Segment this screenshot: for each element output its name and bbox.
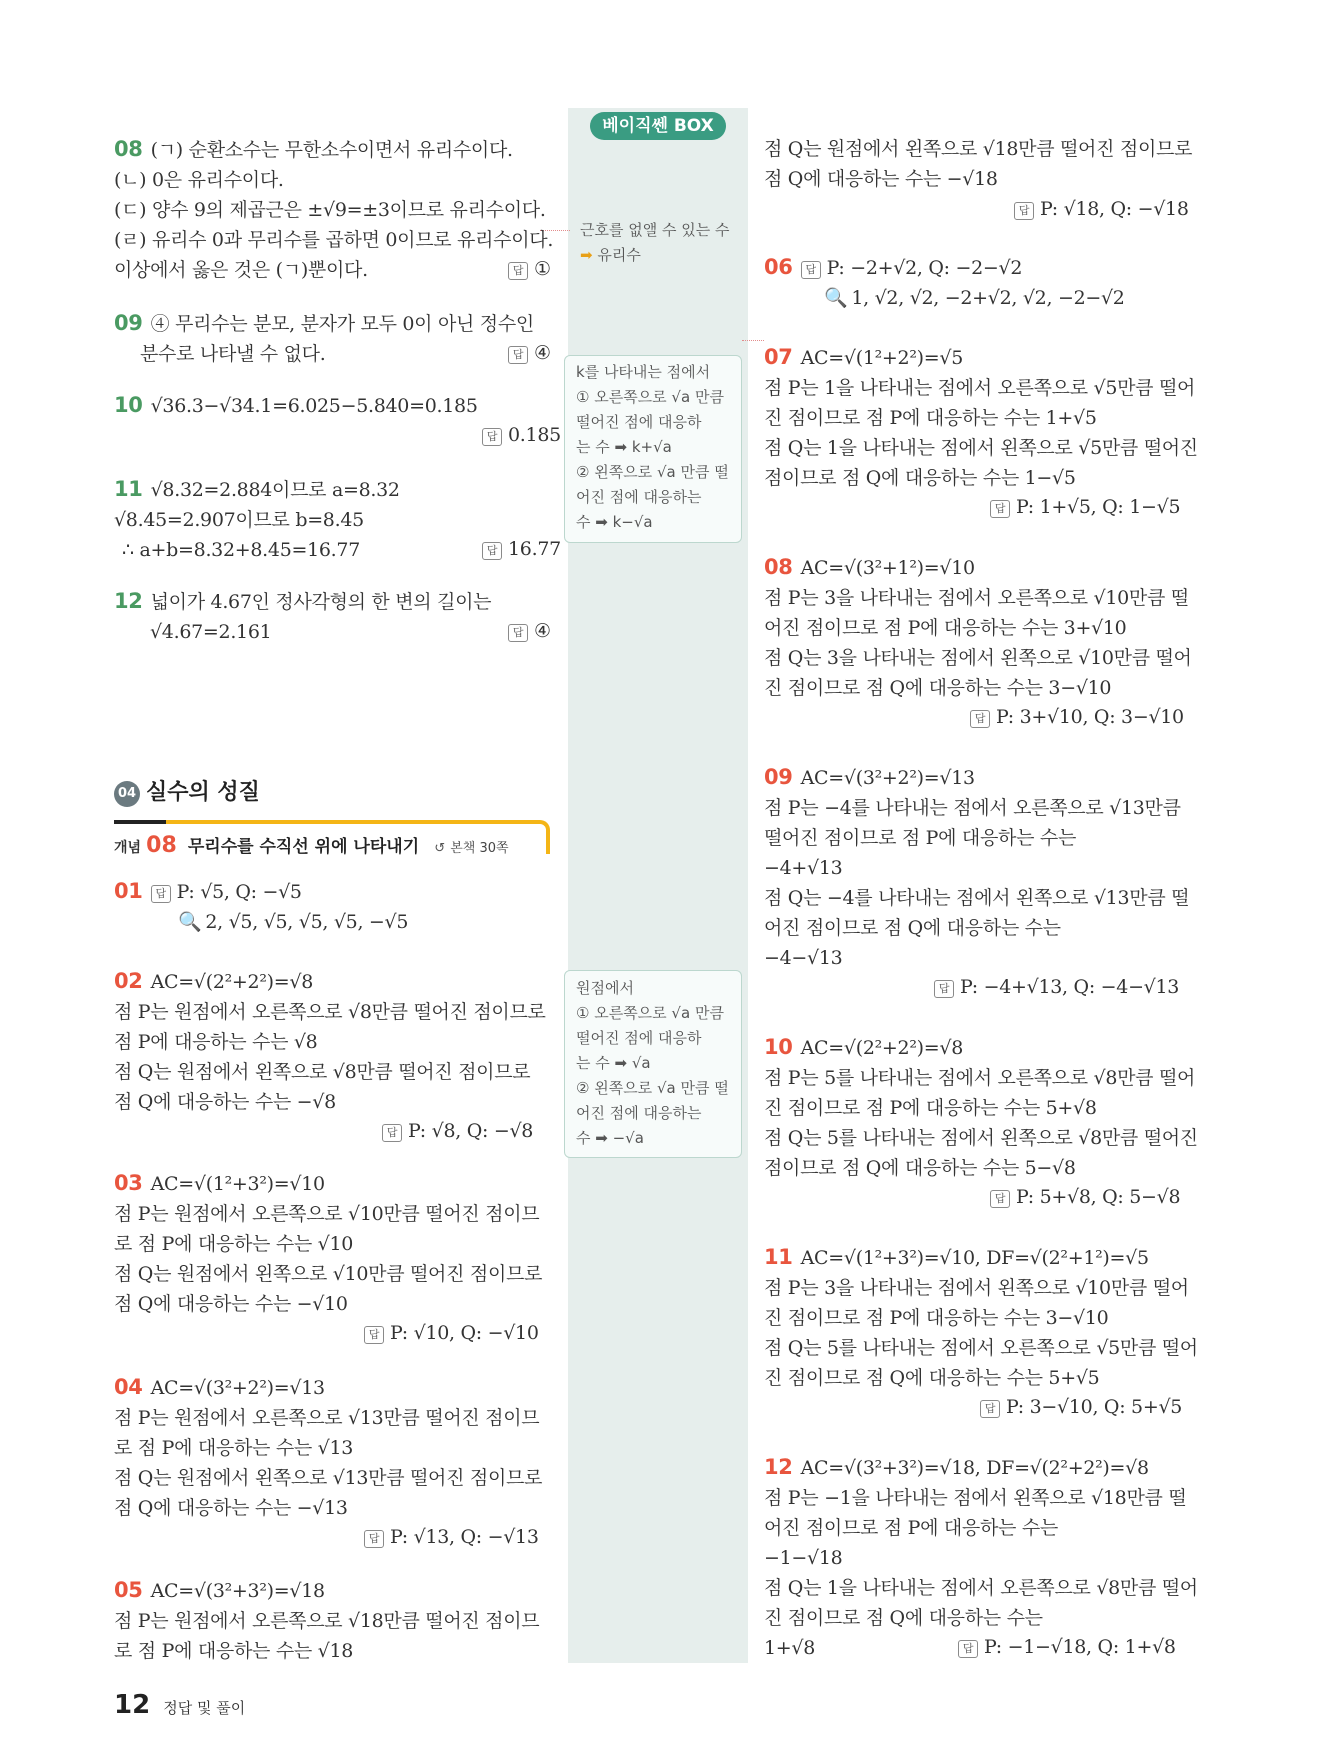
hint-values: 2, √5, √5, √5, √5, −√5 bbox=[205, 911, 409, 933]
tip-line: ① 오른쪽으로 √a 만큼 bbox=[576, 1004, 724, 1022]
q12-block bbox=[114, 586, 491, 647]
p-line: 진 점이므로 점 Q에 대응하는 수는 3−√10 bbox=[764, 677, 1112, 699]
answer-mark-icon: 답 bbox=[508, 262, 528, 280]
p-line: 어진 점이므로 점 P에 대응하는 수는 bbox=[764, 1517, 1058, 1539]
p-line: 점 Q에 대응하는 수는 −√18 bbox=[764, 168, 998, 190]
p-line: AC=√(2²+2²)=√8 bbox=[800, 1037, 963, 1059]
answer-mark-icon: 답 bbox=[990, 1190, 1010, 1208]
connector-line bbox=[742, 340, 764, 341]
q09-block bbox=[114, 308, 534, 369]
p-line: 어진 점이므로 점 P에 대응하는 수는 3+√10 bbox=[764, 617, 1127, 639]
p-line: 점 Q에 대응하는 수는 −√8 bbox=[114, 1091, 336, 1113]
p-number: 06 bbox=[764, 255, 793, 279]
p-line: 점 P는 −4를 나타내는 점에서 오른쪽으로 √13만큼 bbox=[764, 797, 1181, 819]
answer-mark-icon: 답 bbox=[990, 500, 1010, 518]
tip-line: 원점에서 bbox=[576, 979, 634, 997]
section-badge: 04 bbox=[114, 781, 140, 807]
answer-mark-icon: 답 bbox=[508, 346, 528, 364]
p05-continued bbox=[764, 134, 1192, 194]
p-line: 점 P는 −1을 나타내는 점에서 왼쪽으로 √18만큼 떨 bbox=[764, 1487, 1187, 1509]
tip-k-text bbox=[576, 360, 736, 535]
p-number: 10 bbox=[764, 1035, 793, 1059]
basic-box-label: 베이직쎈 BOX bbox=[590, 112, 726, 140]
p-line: 점 P는 3을 나타내는 점에서 왼쪽으로 √10만큼 떨어 bbox=[764, 1277, 1189, 1299]
p-line: 진 점이므로 점 P에 대응하는 수는 1+√5 bbox=[764, 407, 1097, 429]
p-line: AC=√(3²+2²)=√13 bbox=[800, 767, 975, 789]
magnifier-icon: 🔍 bbox=[824, 287, 848, 309]
answer-value: P: −1−√18, Q: 1+√8 bbox=[984, 1636, 1176, 1658]
p-number: 04 bbox=[114, 1375, 143, 1399]
answer-mark-icon: 답 bbox=[1014, 202, 1034, 220]
q-line: √8.32=2.884이므로 a=8.32 bbox=[150, 479, 400, 501]
q10-answer bbox=[482, 420, 561, 450]
p-line: AC=√(3²+3²)=√18 bbox=[150, 1580, 325, 1602]
answer-value: ① bbox=[534, 258, 551, 280]
answer-mark-icon: 답 bbox=[364, 1326, 384, 1344]
answer-value: 0.185 bbox=[508, 424, 561, 446]
q-line: (ㄷ) 양수 9의 제곱근은 ±√9=±3이므로 유리수이다. bbox=[114, 199, 546, 221]
q-line: (ㄴ) 0은 유리수이다. bbox=[114, 169, 284, 191]
answer-value: ④ bbox=[534, 342, 551, 364]
p10-block bbox=[764, 1032, 1198, 1183]
answer-mark-icon: 답 bbox=[508, 624, 528, 642]
tip-text: 유리수 bbox=[597, 246, 641, 264]
answer-mark-icon: 답 bbox=[382, 1124, 402, 1142]
q-line: ④ 무리수는 분모, 분자가 모두 0이 아닌 정수인 bbox=[150, 313, 534, 335]
concept-title: 무리수를 수직선 위에 나타내기 bbox=[187, 837, 420, 857]
p-number: 08 bbox=[764, 555, 793, 579]
answer-value: P: √10, Q: −√10 bbox=[390, 1322, 539, 1344]
p-line: 로 점 P에 대응하는 수는 √18 bbox=[114, 1640, 354, 1662]
page-number: 12 bbox=[114, 1690, 151, 1720]
tip-origin-text bbox=[576, 976, 736, 1151]
p-line: AC=√(3²+1²)=√10 bbox=[800, 557, 975, 579]
q10-block bbox=[114, 390, 478, 421]
book-ref-icon: ↺ bbox=[434, 841, 446, 856]
tip-line: ② 왼쪽으로 √a 만큼 떨 bbox=[576, 463, 729, 481]
q-line: 분수로 나타낼 수 없다. bbox=[140, 343, 326, 365]
tip-line: 수 ➡ −√a bbox=[576, 1129, 644, 1147]
p-line: AC=√(3²+2²)=√13 bbox=[150, 1377, 325, 1399]
q-number: 11 bbox=[114, 477, 143, 501]
tip-line: 어진 점에 대응하는 bbox=[576, 1104, 702, 1122]
p-line: 점 Q는 −4를 나타내는 점에서 왼쪽으로 √13만큼 떨 bbox=[764, 887, 1190, 909]
p05-block bbox=[114, 1575, 539, 1666]
answer-value: P: 5+√8, Q: 5−√8 bbox=[1016, 1186, 1181, 1208]
p-number: 05 bbox=[114, 1578, 143, 1602]
p04-answer bbox=[364, 1522, 539, 1552]
answer-mark-icon: 답 bbox=[482, 542, 502, 560]
q-number: 12 bbox=[114, 589, 143, 613]
q11-block bbox=[114, 474, 400, 565]
p-line: 떨어진 점이므로 점 P에 대응하는 수는 bbox=[764, 827, 1076, 849]
p-line: 점 Q는 3을 나타내는 점에서 왼쪽으로 √10만큼 떨어 bbox=[764, 647, 1192, 669]
arrow-icon: ➡ bbox=[580, 246, 598, 264]
answer-mark-icon: 답 bbox=[364, 1530, 384, 1548]
p-line: 점 P는 원점에서 오른쪽으로 √13만큼 떨어진 점이므 bbox=[114, 1407, 540, 1429]
q12-answer bbox=[508, 616, 551, 646]
p-line: 어진 점이므로 점 Q에 대응하는 수는 bbox=[764, 917, 1061, 939]
concept-prefix: 개념 bbox=[114, 840, 142, 856]
q09-answer bbox=[508, 338, 551, 368]
p-number: 01 bbox=[114, 879, 143, 903]
concept-ref: 본책 30쪽 bbox=[450, 841, 509, 856]
p-number: 07 bbox=[764, 345, 793, 369]
p07-answer bbox=[990, 492, 1180, 522]
p05-answer bbox=[1014, 194, 1189, 224]
p-number: 12 bbox=[764, 1455, 793, 1479]
p07-block bbox=[764, 342, 1198, 493]
answer-mark-icon: 답 bbox=[980, 1400, 1000, 1418]
p-line: 점 P는 5를 나타내는 점에서 오른쪽으로 √8만큼 떨어 bbox=[764, 1067, 1196, 1089]
p03-block bbox=[114, 1168, 542, 1319]
answer-mark-icon: 답 bbox=[151, 885, 171, 903]
answer-value: P: 3+√10, Q: 3−√10 bbox=[996, 706, 1184, 728]
p-line: 점 Q는 원점에서 왼쪽으로 √10만큼 떨어진 점이므로 bbox=[114, 1263, 543, 1285]
q-line: (ㄱ) 순환소수는 무한소수이면서 유리수이다. bbox=[150, 139, 513, 161]
p-line: 점 P에 대응하는 수는 √8 bbox=[114, 1031, 318, 1053]
answer-value: P: 1+√5, Q: 1−√5 bbox=[1016, 496, 1181, 518]
p11-answer bbox=[980, 1392, 1182, 1422]
p04-block bbox=[114, 1372, 542, 1523]
p08-answer bbox=[970, 702, 1184, 732]
q-line: ∴ a+b=8.32+8.45=16.77 bbox=[122, 539, 361, 561]
section-title-text: 실수의 성질 bbox=[146, 780, 260, 805]
p-line: 진 점이므로 점 Q에 대응하는 수는 5+√5 bbox=[764, 1367, 1100, 1389]
p06-block bbox=[764, 252, 1125, 313]
p11-block bbox=[764, 1242, 1198, 1393]
q-line: (ㄹ) 유리수 0과 무리수를 곱하면 0이므로 유리수이다. bbox=[114, 229, 554, 251]
section-title bbox=[114, 775, 260, 807]
p09-answer bbox=[934, 972, 1179, 1002]
answer-value: P: −2+√2, Q: −2−√2 bbox=[826, 257, 1023, 279]
p-line: 점 Q는 5를 나타내는 점에서 왼쪽으로 √8만큼 떨어진 bbox=[764, 1127, 1198, 1149]
tip-rational bbox=[580, 218, 745, 268]
p-line: 점 P는 3을 나타내는 점에서 오른쪽으로 √10만큼 떨 bbox=[764, 587, 1189, 609]
p09-block bbox=[764, 762, 1189, 973]
p-line: −4+√13 bbox=[764, 857, 843, 879]
p-number: 11 bbox=[764, 1245, 793, 1269]
p-line: −1−√18 bbox=[764, 1547, 843, 1569]
p-line: 점이므로 점 Q에 대응하는 수는 5−√8 bbox=[764, 1157, 1076, 1179]
p-number: 03 bbox=[114, 1171, 143, 1195]
p-number: 09 bbox=[764, 765, 793, 789]
tip-line: k를 나타내는 점에서 bbox=[576, 363, 711, 381]
answer-value: ④ bbox=[534, 620, 551, 642]
answer-value: P: √5, Q: −√5 bbox=[176, 881, 302, 903]
p-line: 점 Q는 1을 나타내는 점에서 오른쪽으로 √8만큼 떨어 bbox=[764, 1577, 1198, 1599]
tip-line: 는 수 ➡ k+√a bbox=[576, 438, 672, 456]
p-line: 1+√8 bbox=[764, 1637, 816, 1659]
tip-line: 는 수 ➡ √a bbox=[576, 1054, 651, 1072]
tip-line: 떨어진 점에 대응하 bbox=[576, 1029, 702, 1047]
footer-label: 정답 및 풀이 bbox=[163, 1699, 246, 1717]
concept-heading bbox=[114, 832, 509, 858]
q-line: √36.3−√34.1=6.025−5.840=0.185 bbox=[150, 395, 478, 417]
answer-mark-icon: 답 bbox=[482, 428, 502, 446]
p-line: 점 P는 1을 나타내는 점에서 오른쪽으로 √5만큼 떨어 bbox=[764, 377, 1196, 399]
p-line: 점 P는 원점에서 오른쪽으로 √8만큼 떨어진 점이므로 bbox=[114, 1001, 546, 1023]
tip-line: 떨어진 점에 대응하 bbox=[576, 413, 702, 431]
q-line: √8.45=2.907이므로 b=8.45 bbox=[114, 509, 364, 531]
p03-answer bbox=[364, 1318, 539, 1348]
answer-value: P: √13, Q: −√13 bbox=[390, 1526, 539, 1548]
tip-text: 근호를 없앨 수 있는 수 bbox=[580, 221, 730, 239]
p-line: 진 점이므로 점 Q에 대응하는 수는 bbox=[764, 1607, 1043, 1629]
q08-answer bbox=[508, 254, 551, 284]
p-line: 점 Q는 원점에서 왼쪽으로 √18만큼 떨어진 점이므로 bbox=[764, 138, 1193, 160]
p12-answer bbox=[958, 1632, 1176, 1662]
q-line: √4.67=2.161 bbox=[150, 621, 272, 643]
answer-value: P: √8, Q: −√8 bbox=[408, 1120, 534, 1142]
p-line: AC=√(1²+2²)=√5 bbox=[800, 347, 963, 369]
p02-answer bbox=[382, 1116, 533, 1146]
p-line: 로 점 P에 대응하는 수는 √10 bbox=[114, 1233, 354, 1255]
q-number: 09 bbox=[114, 311, 143, 335]
answer-mark-icon: 답 bbox=[934, 980, 954, 998]
p-line: 점 Q에 대응하는 수는 −√10 bbox=[114, 1293, 348, 1315]
answer-mark-icon: 답 bbox=[958, 1640, 978, 1658]
q-number: 08 bbox=[114, 137, 143, 161]
p-line: 로 점 P에 대응하는 수는 √13 bbox=[114, 1437, 354, 1459]
p01-block bbox=[114, 876, 408, 937]
q-line: 이상에서 옳은 것은 (ㄱ)뿐이다. bbox=[114, 259, 368, 281]
tip-line: ② 왼쪽으로 √a 만큼 떨 bbox=[576, 1079, 729, 1097]
p-line: 점 Q는 5를 나타내는 점에서 오른쪽으로 √5만큼 떨어 bbox=[764, 1337, 1198, 1359]
p-line: AC=√(1²+3²)=√10, DF=√(2²+1²)=√5 bbox=[800, 1247, 1149, 1269]
p-line: 점 P는 원점에서 오른쪽으로 √18만큼 떨어진 점이므 bbox=[114, 1610, 540, 1632]
p-line: 진 점이므로 점 P에 대응하는 수는 5+√8 bbox=[764, 1097, 1097, 1119]
answer-mark-icon: 답 bbox=[801, 261, 821, 279]
p08-block bbox=[764, 552, 1192, 703]
concept-number: 08 bbox=[146, 833, 177, 858]
q08-block bbox=[114, 134, 553, 285]
tip-line: 어진 점에 대응하는 bbox=[576, 488, 702, 506]
answer-value: P: √18, Q: −√18 bbox=[1040, 198, 1189, 220]
q11-answer bbox=[482, 534, 561, 564]
answer-mark-icon: 답 bbox=[970, 710, 990, 728]
p-line: 점 Q는 원점에서 왼쪽으로 √8만큼 떨어진 점이므로 bbox=[114, 1061, 531, 1083]
concept-bar bbox=[114, 820, 166, 824]
sidebar-background bbox=[568, 108, 748, 1663]
p-line: AC=√(1²+3²)=√10 bbox=[150, 1173, 325, 1195]
p-line: 점이므로 점 Q에 대응하는 수는 1−√5 bbox=[764, 467, 1076, 489]
answer-value: P: 3−√10, Q: 5+√5 bbox=[1006, 1396, 1183, 1418]
p-line: 점 P는 원점에서 오른쪽으로 √10만큼 떨어진 점이므 bbox=[114, 1203, 540, 1225]
p-number: 02 bbox=[114, 969, 143, 993]
p-line: 점 Q는 1을 나타내는 점에서 왼쪽으로 √5만큼 떨어진 bbox=[764, 437, 1198, 459]
q-line: 넓이가 4.67인 정사각형의 한 변의 길이는 bbox=[150, 591, 492, 613]
p02-block bbox=[114, 966, 546, 1117]
hint-values: 1, √2, √2, −2+√2, √2, −2−√2 bbox=[851, 287, 1125, 309]
p-line: 진 점이므로 점 P에 대응하는 수는 3−√10 bbox=[764, 1307, 1109, 1329]
p-line: 점 Q에 대응하는 수는 −√13 bbox=[114, 1497, 348, 1519]
p-line: −4−√13 bbox=[764, 947, 843, 969]
page-footer bbox=[114, 1690, 245, 1720]
answer-value: 16.77 bbox=[508, 538, 561, 560]
magnifier-icon: 🔍 bbox=[178, 911, 202, 933]
answer-value: P: −4+√13, Q: −4−√13 bbox=[960, 976, 1180, 998]
p-line: AC=√(3²+3²)=√18, DF=√(2²+2²)=√8 bbox=[800, 1457, 1149, 1479]
p-line: 점 Q는 원점에서 왼쪽으로 √13만큼 떨어진 점이므로 bbox=[114, 1467, 543, 1489]
p10-answer bbox=[990, 1182, 1180, 1212]
tip-line: ① 오른쪽으로 √a 만큼 bbox=[576, 388, 724, 406]
tip-line: 수 ➡ k−√a bbox=[576, 513, 653, 531]
q-number: 10 bbox=[114, 393, 143, 417]
p-line: AC=√(2²+2²)=√8 bbox=[150, 971, 313, 993]
